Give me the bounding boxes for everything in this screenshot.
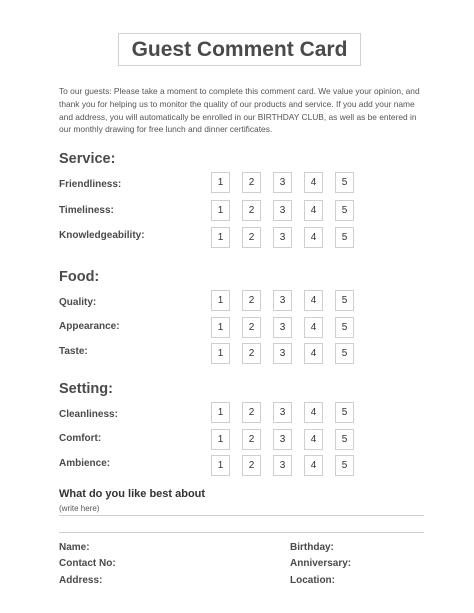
- rating-option-1[interactable]: 1: [211, 227, 230, 248]
- rating-option-5[interactable]: 5: [335, 227, 354, 248]
- rating-option-5[interactable]: 5: [335, 429, 354, 450]
- rating-option-2[interactable]: 2: [242, 172, 261, 193]
- rating-group-friendliness: [211, 172, 354, 193]
- rating-option-3[interactable]: 3: [273, 429, 292, 450]
- anniversary-label: Anniversary:: [290, 558, 352, 569]
- rating-option-3[interactable]: 3: [273, 290, 292, 311]
- comment-write-area[interactable]: [59, 515, 424, 531]
- rating-option-2[interactable]: 2: [242, 429, 261, 450]
- rating-label-taste: Taste:: [59, 346, 88, 357]
- rating-option-5[interactable]: 5: [335, 455, 354, 476]
- address-label: Address:: [59, 575, 103, 586]
- question-hint: (write here): [59, 504, 100, 513]
- rating-option-2[interactable]: 2: [242, 227, 261, 248]
- rating-option-2[interactable]: 2: [242, 200, 261, 221]
- rating-option-1[interactable]: 1: [211, 317, 230, 338]
- rating-option-3[interactable]: 3: [273, 317, 292, 338]
- rating-group-ambience: [211, 455, 354, 476]
- location-label: Location:: [290, 575, 335, 586]
- rating-option-4[interactable]: 4: [304, 429, 323, 450]
- contact-label: Contact No:: [59, 558, 116, 569]
- rating-option-4[interactable]: 4: [304, 200, 323, 221]
- rating-option-4[interactable]: 4: [304, 172, 323, 193]
- rating-group-appearance: [211, 317, 354, 338]
- question-title: What do you like best about: [59, 488, 206, 500]
- rating-option-3[interactable]: 3: [273, 343, 292, 364]
- rating-option-4[interactable]: 4: [304, 227, 323, 248]
- rating-option-2[interactable]: 2: [242, 290, 261, 311]
- rating-label-knowledgeability: Knowledgeability:: [59, 230, 145, 241]
- rating-label-timeliness: Timeliness:: [59, 205, 114, 216]
- rating-option-5[interactable]: 5: [335, 200, 354, 221]
- page-title: Guest Comment Card: [118, 33, 361, 66]
- rating-option-4[interactable]: 4: [304, 343, 323, 364]
- rating-group-comfort: [211, 429, 354, 450]
- rating-label-ambience: Ambience:: [59, 458, 111, 469]
- rating-group-taste: [211, 343, 354, 364]
- section-heading-setting: Setting:: [59, 381, 113, 397]
- rating-option-3[interactable]: 3: [273, 402, 292, 423]
- intro-paragraph: To our guests: Please take a moment to complete this comment card. We value your opinion, and thank you for helping us to monitor the quality of our products and service. If you add your name and address, you will automatically be enrolled in our BIRTHDAY CLUB, as well as be entered in our monthly drawing for free lunch and dinner certificates.: [59, 86, 420, 135]
- rating-option-1[interactable]: 1: [211, 429, 230, 450]
- birthday-label: Birthday:: [290, 542, 334, 553]
- rating-option-3[interactable]: 3: [273, 200, 292, 221]
- rating-option-1[interactable]: 1: [211, 402, 230, 423]
- rating-option-3[interactable]: 3: [273, 172, 292, 193]
- rating-option-5[interactable]: 5: [335, 402, 354, 423]
- rating-option-1[interactable]: 1: [211, 343, 230, 364]
- name-label: Name:: [59, 542, 90, 553]
- rating-group-cleanliness: [211, 402, 354, 423]
- write-line: [59, 515, 424, 516]
- section-heading-food: Food:: [59, 269, 100, 285]
- rating-option-2[interactable]: 2: [242, 455, 261, 476]
- rating-label-quality: Quality:: [59, 297, 97, 308]
- rating-group-timeliness: [211, 200, 354, 221]
- rating-group-quality: [211, 290, 354, 311]
- write-line: [59, 532, 424, 533]
- rating-option-1[interactable]: 1: [211, 200, 230, 221]
- rating-option-2[interactable]: 2: [242, 343, 261, 364]
- rating-option-3[interactable]: 3: [273, 227, 292, 248]
- rating-group-knowledgeability: [211, 227, 354, 248]
- rating-option-2[interactable]: 2: [242, 402, 261, 423]
- rating-option-5[interactable]: 5: [335, 290, 354, 311]
- section-heading-service: Service:: [59, 151, 116, 167]
- rating-option-5[interactable]: 5: [335, 317, 354, 338]
- rating-label-friendliness: Friendliness:: [59, 179, 122, 190]
- rating-option-4[interactable]: 4: [304, 317, 323, 338]
- rating-option-4[interactable]: 4: [304, 290, 323, 311]
- rating-option-3[interactable]: 3: [273, 455, 292, 476]
- rating-option-4[interactable]: 4: [304, 455, 323, 476]
- rating-option-1[interactable]: 1: [211, 290, 230, 311]
- rating-option-2[interactable]: 2: [242, 317, 261, 338]
- rating-label-cleanliness: Cleanliness:: [59, 409, 118, 420]
- rating-label-appearance: Appearance:: [59, 321, 120, 332]
- rating-option-5[interactable]: 5: [335, 172, 354, 193]
- rating-option-1[interactable]: 1: [211, 455, 230, 476]
- rating-option-5[interactable]: 5: [335, 343, 354, 364]
- rating-option-1[interactable]: 1: [211, 172, 230, 193]
- rating-option-4[interactable]: 4: [304, 402, 323, 423]
- rating-label-comfort: Comfort:: [59, 433, 102, 444]
